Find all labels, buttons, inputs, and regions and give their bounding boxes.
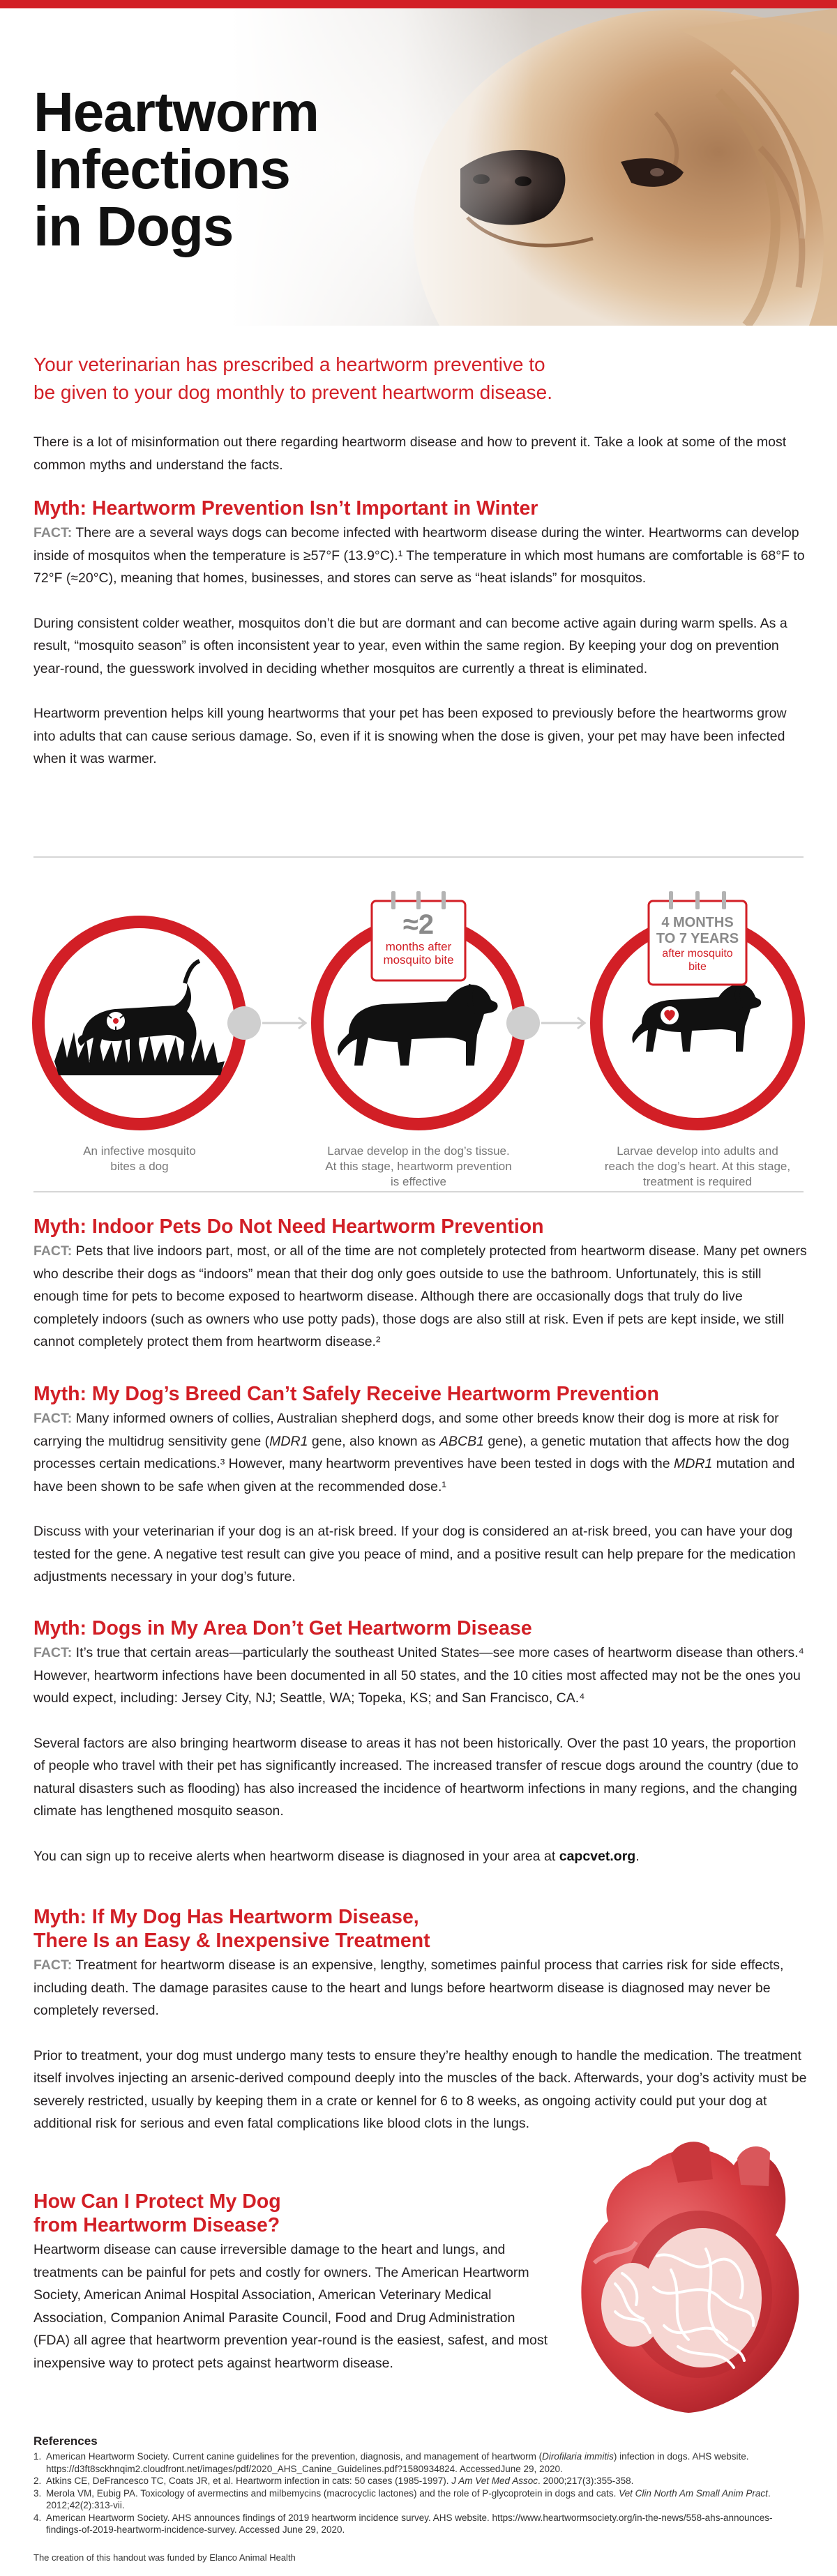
stage-3-calendar-big-2: TO 7 YEARS: [656, 931, 739, 946]
reference-number: 1.: [33, 2451, 42, 2462]
top-accent-bar: [0, 0, 837, 8]
stage-3-calendar-big-1: 4 MONTHS: [661, 915, 734, 930]
myth-indoor-p1: Pets that live indoors part, most, or all of the time are not completely protected from heartworm disease. Many pet owners who describe their dogs as “indoors” mean that their dog only goes outside to use the bathroom. Unfortunately, this is still enough time for pets to become exposed to heartworm disease. Although there are occasionally dogs that truly do live completely indoors (such as owners who use potty pads), those dogs are also still at risk. Even if pets are kept inside, we still cannot completely protect them from heartworm disease.²: [33, 1243, 807, 1349]
gene-abcb1: ABCB1: [439, 1433, 484, 1449]
reference-text: Atkins CE, DeFrancesco TC, Coats JR, et al. Heartworm infection in cats: 50 cases (1985-1997).: [46, 2476, 452, 2486]
myth-area-p3a: You can sign up to receive alerts when heartworm disease is diagnosed in your area at: [33, 1848, 559, 1864]
fact-label: FACT:: [33, 1411, 73, 1426]
heart-with-worms-illustration: [566, 2137, 810, 2416]
divider-bottom: [33, 1191, 804, 1192]
reference-text-end: . 2012;42(2):313-vii.: [46, 2487, 771, 2510]
title-line-1: Heartworm: [33, 81, 319, 143]
reference-number: 2.: [33, 2476, 42, 2486]
heartworm-lifecycle-infographic: [0, 859, 837, 1208]
myth-area-p2: Several factors are also bringing heartworm disease to areas it has not been historically. Over the past 10 years, the proportion of people who travel with their pet has significantly increased. The increased transfer of rescue dogs around the country (due to natural disasters such as flooding) has also increased the incidence of heartworm infections in many regions, and the changing climate has lengthened mosquito season.: [33, 1735, 799, 1819]
stage-2-calendar-small-1: months after: [385, 940, 452, 953]
fact-label: FACT:: [33, 525, 73, 540]
myth-area-p1: It’s true that certain areas—particularly the southeast United States—see more cases of heartworm disease than others.⁴ However, heartworm infections have been documented in all 50 states, and the 10 cities most affected may not be the ones you would expect, including: Jersey City, NJ; Seattle, WA; Topeka, KS; and San Francisco, CA.⁴: [33, 1645, 804, 1706]
reference-item: [33, 2512, 804, 2536]
stage-2-caption: [314, 1144, 523, 1190]
fact-label: FACT:: [33, 1243, 73, 1259]
reference-number: 3.: [33, 2487, 42, 2499]
reference-text: American Heartworm Society. Current canine guidelines for the prevention, diagnosis, and management of heartworm (: [46, 2451, 543, 2462]
protect-section: [33, 2190, 550, 2374]
stage-2-calendar-big: ≈2: [402, 909, 435, 940]
myth-breed-p1a: Many informed owners of collies, Australian shepherd dogs, and some other breeds know their dog is more at risk for carrying the multidrug sensitivity gene (: [33, 1411, 779, 1449]
myth-area-title: Myth: Dogs in My Area Don’t Get Heartworm Disease: [33, 1617, 532, 1639]
myth-treatment-title-line-1: Myth: If My Dog Has Heartworm Disease,: [33, 1906, 419, 1928]
myth-winter-section: [33, 497, 808, 771]
title-line-2: Infections: [33, 138, 290, 200]
protect-title: [33, 2190, 550, 2237]
myth-area-fact: [33, 1642, 808, 1710]
page-title: [33, 81, 396, 257]
myth-treatment-title: [33, 1905, 808, 1953]
reference-italic: Dirofilaria immitis: [542, 2451, 614, 2462]
myth-treatment-p1: Treatment for heartworm disease is an expensive, lengthy, sometimes painful process that carries risk for side effects, including death. The damage parasites cause to the heart and lungs before heartworm disease is diagnosed may never be completely reversed.: [33, 1957, 784, 2018]
protect-p1: Heartworm disease can cause irreversible damage to the heart and lungs, and treatments can be painful for pets and costly for owners. The American Heartworm Society, American Animal Hospital Association, American Veterinary Medical Association, Companion Animal Parasite Council, Food and Drug Administration (FDA) all agree that heartworm prevention year-round is the easiest, safest, and most inexpensive way to protect pets against heartworm disease.: [33, 2242, 548, 2371]
myth-winter-p3: Heartworm prevention helps kill young heartworms that your pet has been exposed to previously before the heartworms grow into adults that can cause serious damage. So, even if it is snowing when the dose is given, your pet may have been infected when it was warmer.: [33, 706, 787, 766]
divider-top: [33, 856, 804, 858]
myth-area-p3b: .: [635, 1848, 640, 1864]
stage-2-caption-line-1: Larvae develop in the dog’s tissue.: [327, 1144, 510, 1158]
myth-winter-p2: During consistent colder weather, mosquitos don’t die but are dormant and can become active again during warm spells. As a result, “mosquito season” is often inconsistent year to year, even within the same region. By keeping your dog on prevention year-round, the guesswork involved in deciding whether mosquitos are currently a threat is eliminated.: [33, 615, 787, 676]
reference-text-end: ) infection in dogs. AHS website. https://d3ft8sckhnqim2.cloudfront.net/images/pdf/2020_AHS_Canine_Guidelines.pdf?1580934824. AccessedJune 29, 2020.: [46, 2451, 749, 2474]
reference-item: [33, 2450, 804, 2475]
stage-1-mosquito-bite: [38, 922, 241, 1124]
myth-winter-fact: [33, 522, 808, 590]
reference-number: 4.: [33, 2512, 42, 2523]
myth-breed-section: [33, 1382, 808, 1589]
myth-breed-title: Myth: My Dog’s Breed Can’t Safely Receive Heartworm Prevention: [33, 1383, 659, 1405]
stage-1-caption-line-1: An infective mosquito: [83, 1144, 196, 1158]
stage-1-caption-line-2: bites a dog: [110, 1160, 169, 1173]
myth-treatment-section: [33, 1905, 808, 2135]
myth-breed-p2: Discuss with your veterinarian if your dog is an at-risk breed. If your dog is considered an at-risk breed, you can have your dog tested for the gene. A negative test result can give you peace of mind, and a positive result can help prepare for the medication adjustments necessary in your dog’s future.: [33, 1524, 796, 1584]
gene-mdr1-2: MDR1: [674, 1456, 713, 1471]
myth-area-section: [33, 1616, 808, 1867]
myth-winter-p1: There are a several ways dogs can become infected with heartworm disease during the winter. Heartworms can develop inside of mosquitos when the temperature is ≥57°F (13.9°C).¹ The temperature in which most humans are comfortable is 68°F to 72°F (≈20°C), meaning that homes, businesses, and stores can serve as “heat islands” for mosquitos.: [33, 525, 805, 586]
stage-3-caption-line-2: reach the dog’s heart. At this stage,: [604, 1160, 791, 1173]
stage-3-caption: [593, 1144, 802, 1190]
reference-item: [33, 2487, 804, 2512]
stage-3-calendar: [649, 915, 746, 973]
myth-area-p3: [33, 1845, 808, 1868]
references-section: [33, 2434, 804, 2536]
reference-text: American Heartworm Society. AHS announces findings of 2019 heartworm incidence survey. AHS website. https://www.heartwormsociety.org/in-the-news/558-ahs-announces-findings-of-2019-heartworm-incidence-survey. Accessed June 29, 2020.: [46, 2512, 773, 2535]
protect-title-line-2: from Heartworm Disease?: [33, 2214, 280, 2236]
hero-banner: [0, 8, 837, 326]
stage-3-calendar-small-1: after mosquito: [662, 948, 733, 960]
myth-indoor-section: [33, 1215, 808, 1354]
stage-2-caption-line-2: At this stage, heartworm prevention: [325, 1160, 512, 1173]
intro-lead: There is a lot of misinformation out there regarding heartworm disease and how to prevent it. Take a look at some of the most common myths and understand the facts.: [33, 434, 787, 473]
myth-breed-p1d: mutation and have been shown to be safe when given at the recommended dose.¹: [33, 1456, 795, 1494]
fact-label: FACT:: [33, 1645, 73, 1660]
fact-label: FACT:: [33, 1957, 73, 1973]
reference-text: Merola VM, Eubig PA. Toxicology of avermectins and milbemycins (macrocyclic lactones) and the role of P-glycoprotein in dogs and cats.: [46, 2487, 619, 2499]
intro-headline: Your veterinarian has prescribed a heartworm preventive to be given to your dog monthly to prevent heartworm disease.: [33, 354, 552, 403]
capcvet-link[interactable]: capcvet.org: [559, 1848, 636, 1864]
title-line-3: in Dogs: [33, 195, 234, 257]
myth-breed-p1c: gene), a genetic mutation that affects how the dog processes certain medications.³ However, many heartworm preventives have been tested in dogs with the: [33, 1433, 790, 1471]
reference-italic: J Am Vet Med Assoc: [451, 2476, 538, 2486]
references-list: [33, 2450, 804, 2536]
funding-credit: The creation of this handout was funded by Elanco Animal Health: [33, 2552, 296, 2563]
protect-title-line-1: How Can I Protect My Dog: [33, 2190, 281, 2213]
myth-treatment-p2: Prior to treatment, your dog must undergo many tests to ensure they’re healthy enough to handle the medication. The treatment itself involves injecting an arsenic-derived compound deeply into the muscles of the back. Afterwards, your dog’s activity must be severely restricted, usually by keeping them in a crate or kennel for 6 to 8 weeks, as ongoing activity could put your dog at additional risk for serious and even fatal complications like blood clots in the lungs.: [33, 2047, 807, 2131]
stage-3-calendar-small-2: bite: [688, 961, 707, 973]
gene-mdr1: MDR1: [269, 1433, 308, 1449]
stage-1-caption: [35, 1144, 244, 1174]
references-heading: References: [33, 2434, 98, 2448]
connector-2: [506, 1006, 585, 1040]
myth-indoor-title: Myth: Indoor Pets Do Not Need Heartworm Prevention: [33, 1215, 544, 1238]
lifecycle-graphic: [0, 859, 837, 1166]
connector-1: [227, 1006, 306, 1040]
myth-breed-p1b: gene, also known as: [308, 1433, 440, 1449]
reference-italic: Vet Clin North Am Small Anim Pract: [619, 2487, 768, 2499]
stage-2-calendar-small-2: mosquito bite: [383, 953, 454, 967]
stage-3-caption-line-1: Larvae develop into adults and: [617, 1144, 778, 1158]
myth-treatment-title-line-2: There Is an Easy & Inexpensive Treatment: [33, 1930, 430, 1952]
stage-3-caption-line-3: treatment is required: [643, 1175, 752, 1188]
stage-2-calendar: [372, 909, 465, 967]
stage-2-caption-line-3: is effective: [390, 1175, 446, 1188]
myth-breed-fact: [33, 1407, 808, 1498]
reference-item: [33, 2475, 804, 2487]
myth-winter-title: Myth: Heartworm Prevention Isn’t Important in Winter: [33, 497, 538, 520]
myth-treatment-fact: [33, 1954, 808, 2022]
reference-text-end: . 2000;217(3):355-358.: [538, 2476, 634, 2486]
myth-indoor-fact: [33, 1240, 808, 1354]
